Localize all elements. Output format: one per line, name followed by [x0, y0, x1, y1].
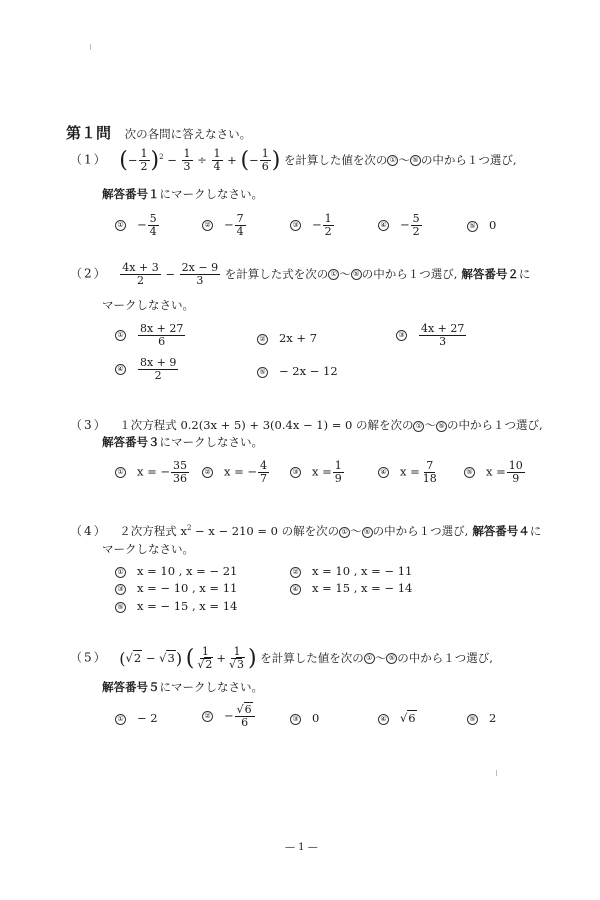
q1-option-1[interactable]: ① − $\frac{5}{4}$	[115, 213, 160, 238]
q3-option-2[interactable]: ② x = − $\frac{4}{7}$	[202, 460, 270, 485]
q5-answer-number: 解答番号５	[102, 680, 160, 694]
q1-option-4[interactable]: ④ − $\frac{5}{2}$	[378, 213, 423, 238]
q5-option-4[interactable]: ④ √6	[378, 711, 417, 725]
q2-line2: マークしなさい。	[102, 298, 194, 312]
q4-option-3[interactable]: ③ x = − 10 , x = 11	[115, 581, 237, 595]
q4-text: ２次方程式 $x^2 - x - 210 = 0$ の解を次の ① 〜 ⑤ の中から１つ選び, 解答番号４に	[119, 524, 542, 538]
q1-answer-line: 解答番号１にマークしなさい。	[102, 187, 263, 201]
q1-option-5[interactable]: ⑤ 0	[467, 218, 496, 232]
q2-option-4[interactable]: ④ $\frac{8x + 9}{2}$	[115, 357, 179, 382]
q3-answer-number: 解答番号３	[102, 435, 160, 449]
q5-answer-line: 解答番号５にマークしなさい。	[102, 680, 263, 694]
margin-mark-right	[496, 770, 497, 776]
q5-number: （5）	[70, 650, 108, 665]
q4-option-1[interactable]: ① x = 10 , x = − 21	[115, 564, 237, 578]
q5-text: を計算した値を次の ① 〜 ⑤ の中から１つ選び,	[260, 650, 493, 665]
question-4	[70, 522, 541, 539]
q5-expression: (√2 − √3) ( $\frac{1}{√2}$ + $\frac{1}{√3}$ )	[119, 645, 257, 671]
q5-option-3[interactable]: ③ 0	[290, 711, 319, 725]
q3-option-4[interactable]: ④ x = $\frac{7}{18}$	[378, 460, 440, 485]
q5-option-1[interactable]: ① − 2	[115, 711, 158, 725]
q3-option-3[interactable]: ③ x = $\frac{1}{9}$	[290, 460, 345, 485]
q2-option-5[interactable]: ⑤ − 2x − 12	[257, 364, 338, 378]
q1-option-2[interactable]: ② − $\frac{7}{4}$	[202, 213, 247, 238]
q2-option-3[interactable]: ③ $\frac{4x + 27}{3}$	[396, 323, 467, 348]
question-5	[70, 646, 493, 671]
q1-answer-number: 解答番号１	[102, 187, 160, 201]
q2-text: を計算した式を次の ① 〜 ⑤ の中から１つ選び, 解答番号２に	[224, 266, 531, 281]
q1-text: を計算した値を次の ① 〜 ⑤ の中から１つ選び,	[283, 152, 517, 167]
q3-text: １次方程式 0.2(3x + 5) + 3(0.4x − 1) = 0 の解を次の ① 〜 ⑤ の中から１つ選び,	[119, 418, 543, 432]
q4-option-2[interactable]: ② x = 10 , x = − 11	[290, 564, 412, 578]
q4-number: （4）	[70, 524, 108, 538]
q3-option-5[interactable]: ⑤ x = $\frac{10}{9}$	[464, 460, 526, 485]
q2-expression: $\frac{4x + 3}{2}$ − $\frac{2x - 9}{3}$	[122, 261, 219, 287]
q4-option-5[interactable]: ⑤ x = − 15 , x = 14	[115, 599, 237, 613]
q3-number: （3）	[70, 418, 108, 432]
question-3	[70, 416, 543, 433]
question-2	[70, 262, 530, 287]
q3-option-1[interactable]: ① x = − $\frac{35}{36}$	[115, 460, 190, 485]
section-header	[66, 122, 251, 143]
q1-expression: (− $\frac{1}{2}$ )$^2$ − $\frac{1}{3}$ ÷ $\frac{1}{4}$ + (− $\frac{1}{6}$ )	[119, 147, 281, 173]
margin-mark-left	[90, 44, 91, 50]
q3-answer-line: 解答番号３にマークしなさい。	[102, 435, 263, 449]
q1-option-3[interactable]: ③ − $\frac{1}{2}$	[290, 213, 335, 238]
page-number: — 1 —	[285, 842, 318, 853]
question-1	[70, 148, 517, 173]
q1-number: （1）	[70, 152, 108, 167]
q2-number: （2）	[70, 266, 108, 281]
section-title: 第１問	[66, 124, 112, 142]
q2-option-1[interactable]: ① $\frac{8x + 27}{6}$	[115, 323, 186, 348]
section-instruction: 次の各問に答えなさい。	[124, 127, 252, 141]
q5-option-2[interactable]: ② − $\frac{√6}{6}$	[202, 704, 256, 729]
q5-option-5[interactable]: ⑤ 2	[467, 711, 496, 725]
q2-option-2[interactable]: ② 2x + 7	[257, 331, 317, 345]
q4-line2: マークしなさい。	[102, 542, 194, 556]
q4-option-4[interactable]: ④ x = 15 , x = − 14	[290, 581, 412, 595]
